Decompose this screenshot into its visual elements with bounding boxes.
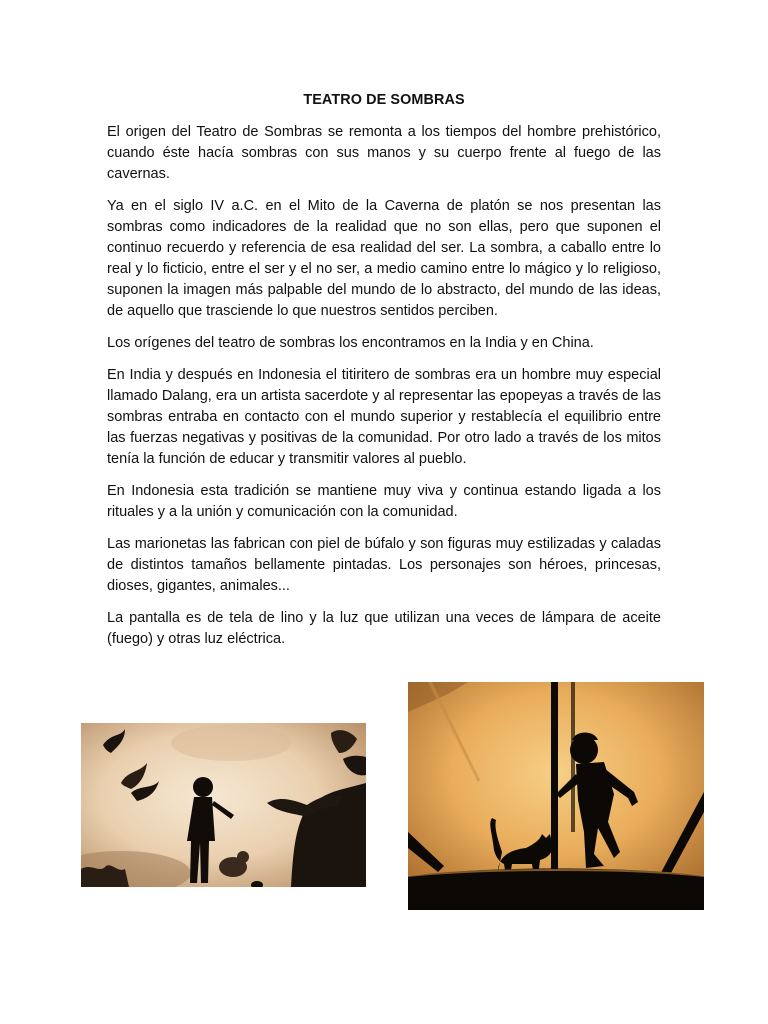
paragraph-screen: La pantalla es de tela de lino y la luz que utilizan una veces de lámpara de aceite (fuego) y otras luz eléctrica. [107,610,661,647]
paragraph-origins-india-china: Los orígenes del teatro de sombras los encontramos en la India y en China. [107,335,594,351]
paragraph-dalang: En India y después en Indonesia el titiritero de sombras era un hombre muy especial llamado Dalang, era un artista sacerdote y al representar las epopeyas a través de las sombras entraba en contacto con el mundo superior y restablecía el equilibrio entre las fuerzas negativas y positivas de la comunidad. Por otro lado a través de los mitos tenía la función de educar y transmitir valores al pueblo. [107,367,661,467]
shadow-puppet-photo-right [408,682,704,910]
paragraph-plato-cave: Ya en el siglo IV a.C. en el Mito de la Caverna de platón se nos presentan las sombras como indicadores de la realidad que no son ellas, pero que suponen el continuo recuerdo y referencia de esa realidad del ser. La sombra, a caballo entre lo real y lo ficticio, entre el ser y el no ser, a medio camino entre lo mágico y lo religioso, suponen la imagen más palpable del mundo de lo abstracto, del mundo de las ideas, de aquello que trasciende lo que nuestros sentidos perciben. [107,198,661,319]
document-title: TEATRO DE SOMBRAS [303,92,465,108]
paragraph-marionettes: Las marionetas las fabrican con piel de búfalo y son figuras muy estilizadas y caladas de distintos tamaños bellamente pintadas. Los personajes son héroes, princesas, dioses, gigantes, animales... [107,536,661,594]
shadow-scene-right-image [408,682,704,910]
paragraph-origin: El origen del Teatro de Sombras se remonta a los tiempos del hombre prehistórico, cuando éste hacía sombras con sus manos y su cuerpo frente al fuego de las cavernas. [107,124,661,182]
document-body [107,122,661,661]
shadow-scene-left-image [81,723,366,887]
paragraph-indonesia: En Indonesia esta tradición se mantiene muy viva y continua estando ligada a los rituales y a la unión y comunicación con la comunidad. [107,483,661,520]
shadow-puppet-photo-left [81,723,366,887]
